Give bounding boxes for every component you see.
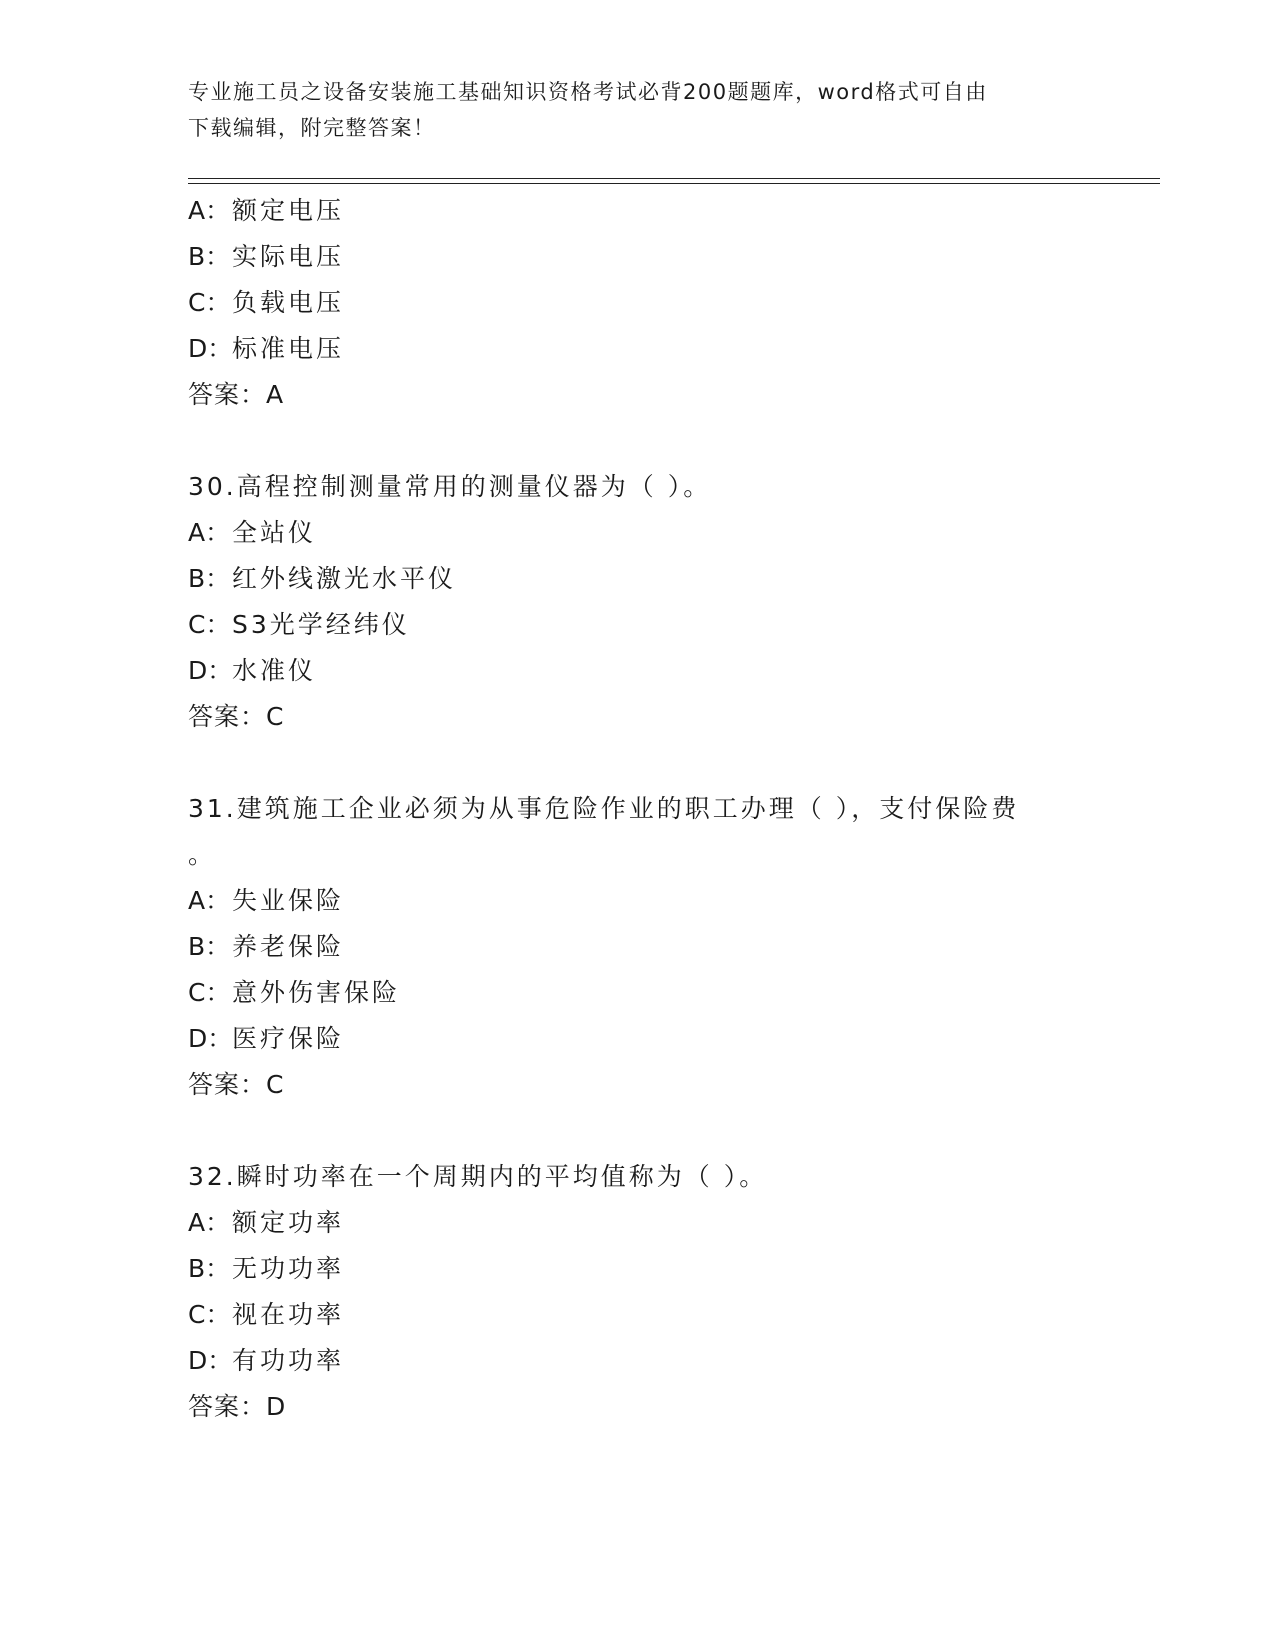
option-text: 红外线激光水平仪 [232,564,457,593]
option-key: D： [188,656,233,685]
header-line-2: 下载编辑，附完整答案！ [188,116,436,140]
option-key: C： [188,978,231,1007]
question-stem: 32.瞬时功率在一个周期内的平均值称为（ ）。 [188,1162,768,1191]
option-text: 实际电压 [232,242,345,271]
question-31 [188,786,1088,1108]
document-header [188,74,1088,146]
answer: 答案：C [188,1070,285,1099]
question-stem: 30.高程控制测量常用的测量仪器为（ ）。 [188,472,712,501]
option-text: 养老保险 [232,932,345,961]
option-text: S3光学经纬仪 [232,610,410,639]
option-b [188,1246,1088,1292]
option-text: 水准仪 [232,656,317,685]
option-text: 视在功率 [232,1300,345,1329]
option-text: 额定电压 [232,196,345,225]
option-text: 标准电压 [232,334,345,363]
option-key: A： [188,886,231,915]
option-a [188,188,1088,234]
answer: 答案：C [188,702,285,731]
header-line-1: 专业施工员之设备安装施工基础知识资格考试必背200题题库，word格式可自由 [188,80,988,104]
option-a [188,510,1088,556]
option-key: C： [188,1300,231,1329]
question-30 [188,464,1088,740]
question-stem-tail: 。 [188,840,214,869]
answer: 答案：D [188,1392,287,1421]
option-b [188,234,1088,280]
option-text: 全站仪 [232,518,317,547]
option-text: 有功功率 [232,1346,345,1375]
option-d [188,326,1088,372]
question-32 [188,1154,1088,1430]
option-text: 额定功率 [232,1208,345,1237]
option-c [188,602,1088,648]
option-d [188,648,1088,694]
option-key: A： [188,196,231,225]
option-key: B： [188,932,231,961]
question-stem: 31.建筑施工企业必须为从事危险作业的职工办理（ ），支付保险费 [188,794,1020,823]
option-key: A： [188,1208,231,1237]
question-list [188,188,1088,1430]
option-c [188,280,1088,326]
option-d [188,1016,1088,1062]
option-text: 负载电压 [232,288,345,317]
option-text: 无功功率 [232,1254,345,1283]
option-text: 医疗保险 [232,1024,345,1053]
option-key: B： [188,1254,231,1283]
option-text: 意外伤害保险 [232,978,401,1007]
question-29 [188,188,1088,418]
option-key: D： [188,1346,233,1375]
option-key: B： [188,242,231,271]
option-a [188,1200,1088,1246]
option-text: 失业保险 [232,886,345,915]
option-b [188,924,1088,970]
option-c [188,1292,1088,1338]
header-divider-bottom [188,183,1160,184]
header-divider-top [188,178,1160,179]
option-key: D： [188,334,233,363]
option-d [188,1338,1088,1384]
answer: 答案：A [188,380,285,409]
option-key: D： [188,1024,233,1053]
option-key: A： [188,518,231,547]
option-b [188,556,1088,602]
option-c [188,970,1088,1016]
option-key: C： [188,288,231,317]
option-key: C： [188,610,231,639]
option-a [188,878,1088,924]
option-key: B： [188,564,231,593]
